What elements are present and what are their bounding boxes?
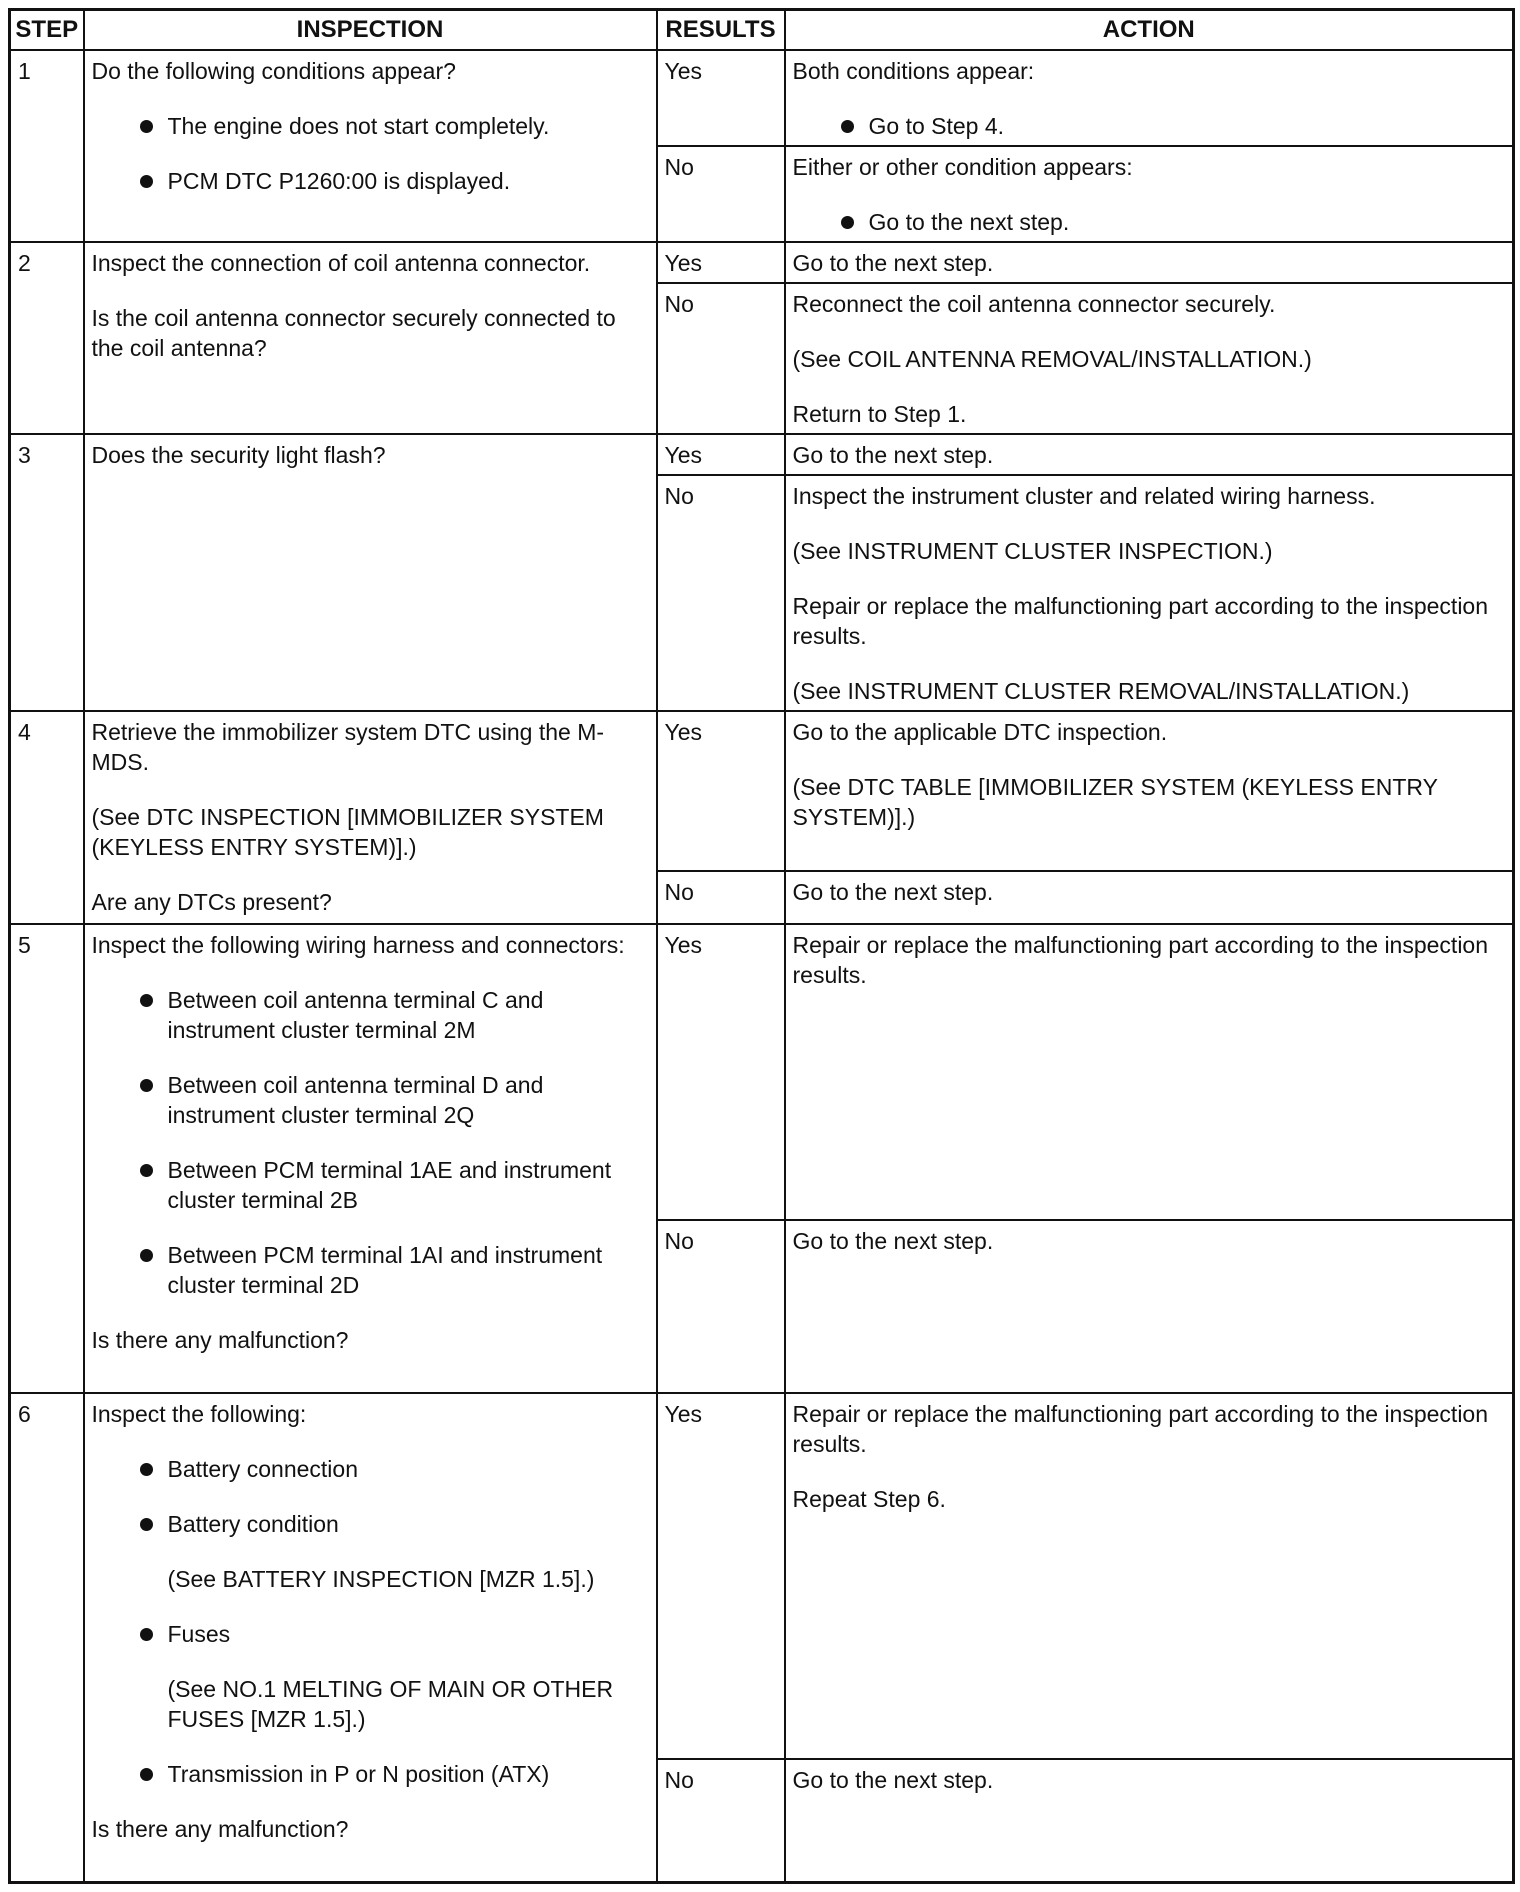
result-no: No <box>657 1220 785 1393</box>
action-text: Either or other condition appears: <box>792 153 1133 180</box>
step-3-inspection <box>84 434 657 711</box>
step-number: 1 <box>10 50 84 242</box>
action-no <box>785 146 1514 242</box>
result-yes: Yes <box>657 711 785 871</box>
step-number: 2 <box>10 242 84 434</box>
step-3-yes-row <box>10 434 1514 475</box>
action-text: Repeat Step 6. <box>792 1486 946 1513</box>
header-action: ACTION <box>785 10 1514 50</box>
result-no: No <box>657 475 785 711</box>
action-text: Go to the applicable DTC inspection. <box>792 718 1168 745</box>
inspection-question: Does the security light flash? <box>91 441 386 468</box>
action-text: Repair or replace the malfunctioning part according to the inspection results. <box>792 592 1489 649</box>
action-yes <box>785 50 1514 146</box>
bullet-item: Battery connection <box>92 1454 649 1484</box>
bullet-item: Go to the next step. <box>793 207 1506 237</box>
inspection-text: Inspect the following wiring harness and connectors: <box>91 931 625 958</box>
step-6-inspection <box>84 1393 657 1882</box>
inspection-text: Do the following conditions appear? <box>91 57 456 84</box>
action-yes: Go to the next step. <box>785 434 1514 475</box>
result-no: No <box>657 1759 785 1882</box>
step-number: 3 <box>10 434 84 711</box>
step-2-yes-row <box>10 242 1514 283</box>
bullet-item <box>92 1619 649 1734</box>
result-yes: Yes <box>657 50 785 146</box>
action-text: Both conditions appear: <box>792 57 1035 84</box>
bullet-list <box>92 985 649 1300</box>
inspection-question: Is there any malfunction? <box>91 1816 349 1843</box>
result-no: No <box>657 283 785 434</box>
bullet-list <box>92 111 649 196</box>
inspection-text: Retrieve the immobilizer system DTC using the M-MDS. <box>91 718 605 775</box>
step-4-inspection <box>84 711 657 924</box>
bullet-item: Between coil antenna terminal C and instrument cluster terminal 2M <box>92 985 649 1045</box>
bullet-text: Battery condition <box>167 1511 339 1538</box>
step-4-yes-row <box>10 711 1514 871</box>
reference-note: (See INSTRUMENT CLUSTER INSPECTION.) <box>792 537 1273 564</box>
bullet-item: Between PCM terminal 1AI and instrument cluster terminal 2D <box>92 1240 649 1300</box>
inspection-question: Is there any malfunction? <box>91 1326 349 1353</box>
inspection-question: Is the coil antenna connector securely connected to the coil antenna? <box>91 304 616 361</box>
reference-note: (See INSTRUMENT CLUSTER REMOVAL/INSTALLATION.) <box>792 677 1410 704</box>
result-yes: Yes <box>657 242 785 283</box>
action-text: Repair or replace the malfunctioning part according to the inspection results. <box>792 1401 1489 1458</box>
action-no: Go to the next step. <box>785 871 1514 924</box>
action-text: Return to Step 1. <box>792 400 967 427</box>
action-yes: Repair or replace the malfunctioning part according to the inspection results. <box>785 924 1514 1220</box>
step-2-inspection <box>84 242 657 434</box>
inspection-text: Inspect the connection of coil antenna connector. <box>91 249 591 276</box>
action-no <box>785 475 1514 711</box>
action-text: Inspect the instrument cluster and related wiring harness. <box>792 482 1376 509</box>
step-number: 6 <box>10 1393 84 1882</box>
action-yes <box>785 711 1514 871</box>
bullet-item <box>92 1509 649 1594</box>
result-yes: Yes <box>657 434 785 475</box>
action-no: Go to the next step. <box>785 1220 1514 1393</box>
bullet-list <box>92 1454 649 1789</box>
step-6-yes-row <box>10 1393 1514 1759</box>
bullet-item: Go to Step 4. <box>793 111 1506 141</box>
bullet-item: The engine does not start completely. <box>92 111 649 141</box>
reference-note: (See DTC INSPECTION [IMMOBILIZER SYSTEM (KEYLESS ENTRY SYSTEM)].) <box>91 803 604 860</box>
reference-note: (See DTC TABLE [IMMOBILIZER SYSTEM (KEYLESS ENTRY SYSTEM)].) <box>792 773 1438 830</box>
header-step: STEP <box>10 10 84 50</box>
bullet-item: Between PCM terminal 1AE and instrument cluster terminal 2B <box>92 1155 649 1215</box>
step-number: 4 <box>10 711 84 924</box>
action-text: Reconnect the coil antenna connector securely. <box>792 290 1276 317</box>
action-yes <box>785 1393 1514 1759</box>
header-row <box>10 10 1514 50</box>
step-1-inspection <box>84 50 657 242</box>
bullet-text: Fuses <box>167 1621 231 1648</box>
result-no: No <box>657 871 785 924</box>
reference-note: (See NO.1 MELTING OF MAIN OR OTHER FUSES [MZR 1.5].) <box>167 1676 614 1733</box>
action-yes: Go to the next step. <box>785 242 1514 283</box>
reference-note: (See COIL ANTENNA REMOVAL/INSTALLATION.) <box>792 345 1312 372</box>
action-no <box>785 283 1514 434</box>
result-yes: Yes <box>657 924 785 1220</box>
step-1-yes-row <box>10 50 1514 146</box>
step-5-yes-row <box>10 924 1514 1220</box>
bullet-item: Between coil antenna terminal D and instrument cluster terminal 2Q <box>92 1070 649 1130</box>
bullet-item: PCM DTC P1260:00 is displayed. <box>92 166 649 196</box>
inspection-text: Inspect the following: <box>91 1401 307 1428</box>
header-results: RESULTS <box>657 10 785 50</box>
step-5-inspection <box>84 924 657 1393</box>
inspection-question: Are any DTCs present? <box>91 888 332 915</box>
action-no: Go to the next step. <box>785 1759 1514 1882</box>
result-yes: Yes <box>657 1393 785 1759</box>
result-no: No <box>657 146 785 242</box>
header-inspection: INSPECTION <box>84 10 657 50</box>
reference-note: (See BATTERY INSPECTION [MZR 1.5].) <box>167 1566 595 1593</box>
step-number: 5 <box>10 924 84 1393</box>
bullet-item: Transmission in P or N position (ATX) <box>92 1759 649 1789</box>
diagnostic-table <box>8 8 1515 1884</box>
